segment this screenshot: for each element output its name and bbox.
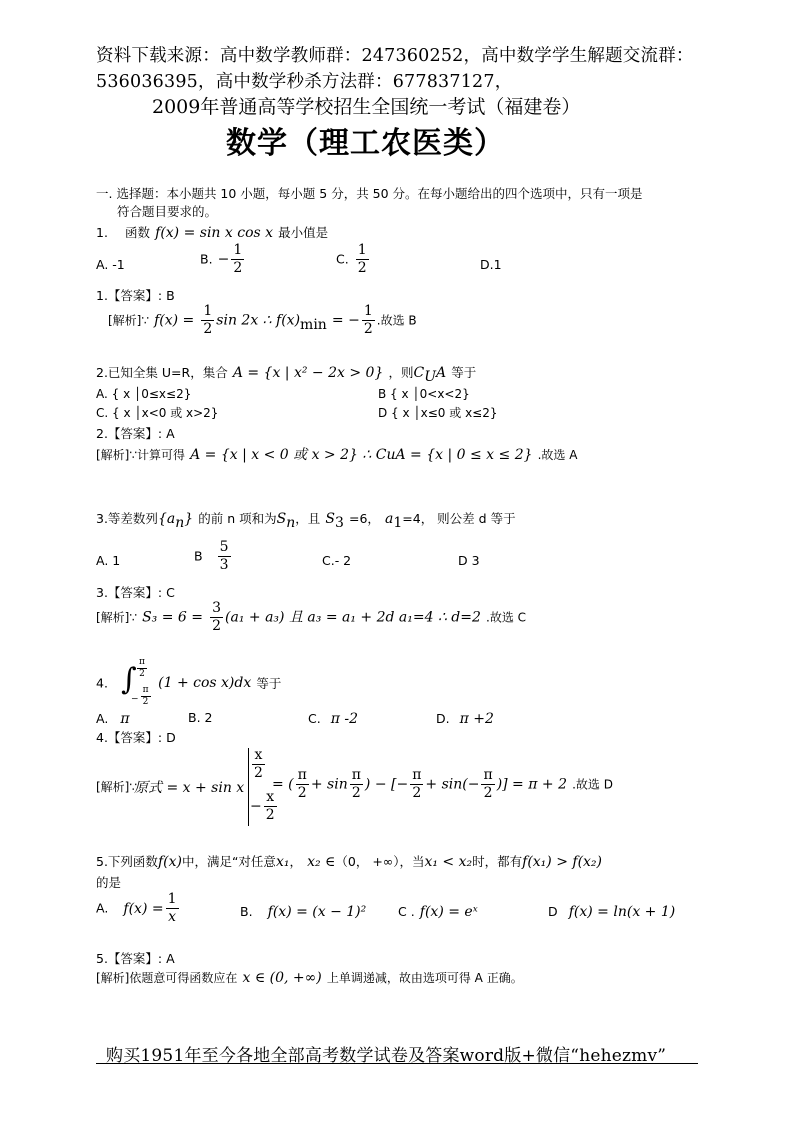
q3-option-c: C.- 2 — [322, 553, 352, 568]
q4-option-d: D. π +2 — [436, 711, 494, 727]
exam-subtitle: 数学（理工农医类） — [226, 126, 505, 161]
q1-analysis: [解析]∵ f(x) = $\frac{1}{2}$ sin 2x ∴ $f(x)_{min}$ = − $\frac{1}{2}$ .故选 B — [108, 303, 417, 337]
q5-stem-line-2: 的是 — [96, 875, 122, 890]
q4-option-b: B. 2 — [188, 710, 213, 725]
header-line-2: 536036395，高中数学秒杀方法群：677837127， — [96, 72, 513, 92]
q5-option-a: A. f(x) = $\frac{1}{x}$ — [96, 891, 177, 925]
footer-divider — [96, 1063, 698, 1064]
q2-analysis: [解析]∵计算可得 A = {x | x < 0 或 x > 2} ∴ CuA = {x | 0 ≤ x ≤ 2} .故选 A — [96, 447, 578, 463]
q2-option-b: B { x │0<x<2} — [378, 387, 470, 401]
q2-set-formula: A = {x | x² − 2x > 0} — [232, 365, 384, 381]
q1-answer: 1.【答案】: B — [96, 288, 175, 303]
question-4-stem: 4. ∫ $\frac{\pi}{2}$ − $\frac{\pi}{2}$ (1 + cos x)dx 等于 — [96, 657, 282, 708]
q1-option-b: B. − $\frac{1}{2}$ — [200, 242, 243, 276]
q2-option-c: C. { x │x<0 或 x>2} — [96, 406, 219, 420]
q2-option-d: D { x │x≤0 或 x≤2} — [378, 406, 498, 420]
q5-option-b: B. f(x) = (x − 1)² — [240, 904, 367, 920]
question-3-stem: 3.等差数列$\{a_n\}$ 的前 n 项和为$S_n$，且 $S_3 =6$， $a_1=4$， 则公差 d 等于 — [96, 511, 516, 532]
section-intro-line-1: 一. 选择题：本小题共 10 小题，每小题 5 分，共 50 分。在每小题给出的四个选项中，只有一项是 — [96, 186, 643, 201]
footer-text: 购买1951年至今各地全部高考数学试卷及答案word版+微信“hehezmv” — [106, 1046, 667, 1066]
header-line-1: 资料下载来源：高中数学教师群：247360252，高中数学学生解题交流群： — [96, 46, 694, 66]
q1-option-b-fraction: $\frac{1}{2}$ — [233, 242, 243, 276]
q1-function-formula: f(x) = sin x cos x — [155, 225, 274, 241]
q4-option-c: C. π -2 — [308, 711, 358, 727]
q4-answer: 4.【答案】: D — [96, 730, 176, 745]
q3-option-b-fraction: $\frac{5}{3}$ — [219, 539, 229, 573]
q5-analysis: [解析]依题意可得函数应在 x ∈ (0, +∞) 上单调递减，故由选项可得 A 正确。 — [96, 970, 523, 986]
q3-answer: 3.【答案】: C — [96, 585, 175, 600]
q3-analysis: [解析]∵ S₃ = 6 = $\frac{3}{2}$ (a₁ + a₃) 且 a₃ = a₁ + 2d a₁=4 ∴ d=2 .故选 C — [96, 600, 527, 634]
q5-option-d: D f(x) = ln(x + 1) — [548, 904, 676, 920]
exam-title: 2009年普通高等学校招生全国统一考试（福建卷） — [152, 96, 581, 118]
q3-option-d: D 3 — [458, 553, 480, 568]
q3-option-a: A. 1 — [96, 553, 121, 568]
q4-option-a: A. π — [96, 711, 130, 727]
section-intro-line-2: 符合题目要求的。 — [117, 204, 218, 219]
question-5-stem: 5.下列函数f(x)中，满足“对任意x₁， x₂ ∈（0， +∞），当x₁ < x₂时，都有f(x₁) > f(x₂) — [96, 854, 602, 870]
q1-option-a: A. -1 — [96, 257, 125, 272]
q2-answer: 2.【答案】: A — [96, 426, 175, 441]
question-1-stem: 1. 函数 f(x) = sin x cos x 最小值是 — [96, 225, 329, 241]
q3-option-b: B $\frac{5}{3}$ — [194, 539, 229, 573]
q2-option-a: A. { x │0≤x≤2} — [96, 387, 192, 401]
integral-sign: ∫ $\frac{\pi}{2}$ − $\frac{\pi}{2}$ — [121, 657, 149, 708]
q1-option-c-fraction: $\frac{1}{2}$ — [357, 242, 367, 276]
q5-answer: 5.【答案】: A — [96, 951, 175, 966]
evaluation-bar — [248, 748, 249, 826]
q1-option-c: C. $\frac{1}{2}$ — [336, 242, 367, 276]
question-2-stem: 2.已知全集 U=R，集合 A = {x | x² − 2x > 0} ，则$C_UA$ 等于 — [96, 365, 477, 386]
q5-option-c: C . f(x) = eˣ — [398, 904, 478, 920]
q1-option-d: D.1 — [480, 257, 502, 272]
